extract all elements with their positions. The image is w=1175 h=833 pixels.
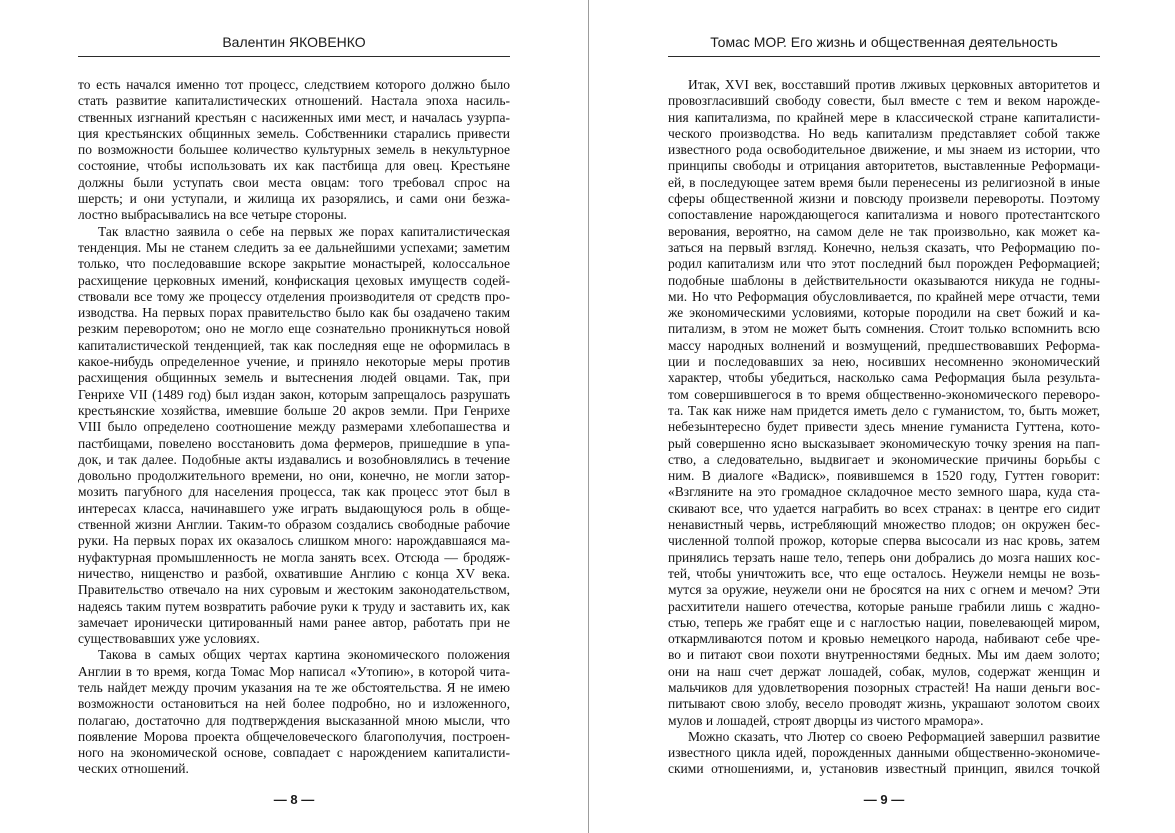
- text-line: то есть начался именно тот процесс, следствием которого должно было: [78, 77, 510, 92]
- text-line: они на наш счет держат лошадей, собак, мулов, содержат женщин и: [668, 663, 1100, 679]
- text-line: Итак, XVI век, восставший против лживых церковных авторитетов и: [688, 77, 1100, 92]
- paragraph: [78, 224, 510, 648]
- text-line: появление Морова проекта общечеловеческого благополучия, построен-: [78, 728, 510, 744]
- text-line: стать развитие капиталистических отношений. Настала эпоха насиль-: [78, 93, 510, 109]
- right-page: [589, 0, 1175, 833]
- text-line: небезынтересно будет привести здесь мнение гуманиста Гуттена, кото-: [668, 419, 1100, 435]
- text-line: принялись терзать наше тело, теперь они добрались до мозга наших кос-: [668, 549, 1100, 565]
- paragraph: [78, 77, 510, 224]
- text-line: родил капитализм или что этот последний был порожден Реформацией;: [668, 256, 1100, 272]
- text-line: ция крестьянских общинных земель. Собственники старались привести: [78, 125, 510, 141]
- running-header: [78, 32, 510, 57]
- text-line: подобные шаблоны в действительности оказываются никуда не годны-: [668, 272, 1100, 288]
- paragraph: [668, 729, 1100, 778]
- text-line: шерсть; и они уступали, и жилища их разорялись, и сами они безжа-: [78, 191, 510, 207]
- text-line: интересах класса, начинавшего уже играть выдающуюся роль в обще-: [78, 500, 510, 516]
- paragraph: [78, 647, 510, 777]
- text-line: Такова в самых общих чертах картина экономического положения: [98, 647, 510, 663]
- text-line: ции и последовавших за нею, носивших несомненно экономический: [668, 354, 1100, 370]
- text-line: ним. В диалоге «Вадиск», появившемся в 1520 году, Гуттен говорит:: [668, 468, 1100, 484]
- running-header: [668, 32, 1100, 57]
- text-line: VIII было определено соотношение между размерами хлебопашества и: [78, 419, 510, 435]
- text-line: известного цикла идей, порожденных данными общественно-экономиче-: [668, 745, 1100, 761]
- text-line: ческих отношений.: [78, 761, 189, 777]
- text-line: ственных изгнаний крестьян с насиженных ими мест, и началась узурпа-: [78, 109, 510, 125]
- text-line: док, и так далее. Подобные акты издавались и возобновлялись в течение: [78, 451, 510, 467]
- text-line: состояние, чтобы использовать их как пастбища для овец. Крестьяне: [78, 158, 510, 174]
- text-line: ственной жизни Англии. Таким-то образом создались свободные рабочие: [78, 517, 510, 533]
- header-title: Валентин ЯКОВЕНКО: [222, 34, 366, 50]
- text-line: принципы свободы и отрицания авторитетов, выставленные Реформаци-: [668, 158, 1100, 174]
- text-line: питывают свою злобу, весело проводят жизнь, украшают золотом своих: [668, 696, 1100, 712]
- text-line: том совершившегося в то время общественно-экономического переворо-: [668, 386, 1100, 402]
- text-line: расхищение церковных имений, конфискация цеховых имуществ содей-: [78, 272, 510, 288]
- text-line: нуфактурная промышленность не могла занять всех. Отсюда — бродяж-: [78, 549, 510, 565]
- text-line: должны были уступать свои места овцам: того требовал спрос на: [78, 174, 510, 190]
- text-line: численной толпой прожор, которые сперва высосали из нас кровь, затем: [668, 533, 1100, 549]
- text-line: тель найдет между прочим указания на те же обстоятельства. Я не имею: [78, 679, 510, 695]
- text-line: ствовали все тому же процессу отделения производителя от средств про-: [78, 288, 510, 304]
- text-line: Так властно заявила о себе на первых же порах капиталистическая: [98, 223, 510, 239]
- text-line: Можно сказать, что Лютер со своею Реформацией завершил развитие: [688, 728, 1100, 744]
- text-line: существовавших уже условиях.: [78, 631, 260, 647]
- text-line: питализм, в этом не может быть сомнения. Стоит только вспомнить всю: [668, 321, 1100, 337]
- text-line: расхитители нашего отечества, которые раньше грабили лишь с жадно-: [668, 598, 1100, 614]
- text-line: мозить пагубного для населения процесса, так как процесс этот был в: [78, 484, 510, 500]
- text-line: скими отношениями, и, установив известный принцип, явился точкой: [668, 761, 1100, 777]
- text-line: скивают все, что удается награбить во всех странах: в центре его сидит: [668, 500, 1100, 516]
- text-line: ство, а следовательно, выдвигает и экономические причины борьбы с: [668, 451, 1100, 467]
- text-line: пастбищами, повелено восстановить дома фермеров, пришедшие в упа-: [78, 435, 510, 451]
- text-line: мулов и лошадей, строят дворцы из чистого мрамора».: [668, 712, 984, 728]
- text-line: известного рода освободительное движение, и мы знаем из истории, что: [668, 142, 1100, 158]
- text-line: Правительство отвечало на них суровым и жестоким законодательством,: [78, 582, 510, 598]
- text-line: сопоставление нарождающегося капитализма и нового протестантского: [668, 207, 1100, 223]
- text-line: массу народных волнений и возмущений, предшествовавших Реформа-: [668, 337, 1100, 353]
- text-line: ми. Но что Реформация обусловливается, по крайней мере отчасти, теми: [668, 288, 1100, 304]
- text-line: сферы общественной жизни и повсюду произвели перевороты. Поэтому: [668, 191, 1100, 207]
- text-line: заться на первый взгляд. Конечно, нельзя сказать, что Реформацию по-: [668, 239, 1100, 255]
- page-body: [78, 77, 510, 778]
- text-line: же экономическими условиями, которые породили на свет божий и ка-: [668, 305, 1100, 321]
- text-line: ного на экономической основе, совпадает с нарождением капиталисти-: [78, 745, 510, 761]
- page-number: — 9 —: [863, 792, 905, 807]
- text-line: замечает иронически цитированный нами ранее автор, работать при не: [78, 614, 510, 630]
- text-line: по возможности большее количество культурных земель в некультурное: [78, 142, 510, 158]
- page-body: [668, 77, 1100, 778]
- text-line: провозгласивший свободу совести, был вместе с тем и веком нарожде-: [668, 93, 1100, 109]
- text-line: изводства. На первых порах правительство было как бы озадачено таким: [78, 305, 510, 321]
- text-line: тей, чтобы уничтожить все, что еще осталось. Неужели немцы не возь-: [668, 565, 1100, 581]
- text-line: «Взгляните на это громадное складочное место земного шара, куда ста-: [668, 484, 1100, 500]
- text-line: ческого производства. Но ведь капитализм представляет собой также: [668, 125, 1100, 141]
- text-line: руки. На первых порах их оказалось слишком много: нарождавшаяся ма-: [78, 533, 510, 549]
- text-line: рый совершенно ясно высказывает экономическую точку зрения на пап-: [668, 435, 1100, 451]
- text-line: верования, вероятно, на самом деле не так произвольно, как может ка-: [668, 223, 1100, 239]
- text-line: ничество, нищенство и разбой, охватившие Англию с конца XV века.: [78, 565, 510, 581]
- text-line: довольно продолжительного времени, но они, конечно, не могли затор-: [78, 468, 510, 484]
- text-line: тенденция. Мы не станем следить за ее дальнейшими успехами; заметим: [78, 239, 510, 255]
- text-line: ненавистный червь, истребляющий множество плодов; он окружен бес-: [668, 517, 1100, 533]
- text-line: во и питают свои похоти внутренностями бедных. Мы им даем золото;: [668, 647, 1100, 663]
- text-line: ей, в последующее затем время были перенесены из религиозной в иные: [668, 174, 1100, 190]
- text-line: мутся за оружие, неужели они не бросятся на них с огнем и мечом? Эти: [668, 582, 1100, 598]
- text-line: возможности остановиться на ней более подробно, но и изложенного,: [78, 696, 510, 712]
- text-line: Генрихе VII (1489 год) был издан закон, которым запрещалось разрушать: [78, 386, 510, 402]
- text-line: капиталистической тенденцией, так как последняя еще не оформилась в: [78, 337, 510, 353]
- text-line: какое-нибудь определенное учение, и приняло некоторые меры против: [78, 354, 510, 370]
- text-line: расхищения общинных земель и вытеснения людей овцами. Так, при: [78, 370, 510, 386]
- text-line: та. Так как ниже нам придется иметь дело с гуманистом, то, быть может,: [668, 402, 1100, 418]
- text-line: надеясь таким путем возвратить рабочие руки к труду и заставить их, как: [78, 598, 510, 614]
- text-line: резким переворотом; оно не могло еще сознательно проникнуться новой: [78, 321, 510, 337]
- page-number: — 8 —: [273, 792, 315, 807]
- text-line: полагаю, достаточно для подтверждения высказанной мною мысли, что: [78, 712, 510, 728]
- text-line: откармливаются потом и кровью немецкого народа, набивают себе чре-: [668, 631, 1100, 647]
- text-line: характер, чтобы убедиться, насколько сама Реформация была результа-: [668, 370, 1100, 386]
- text-line: Англии в то время, когда Томас Мор написал «Утопию», в которой чита-: [78, 663, 510, 679]
- text-line: стью, теперь же грабят еще и с наглостью нации, повелевающей миром,: [668, 614, 1100, 630]
- text-line: ния капитализма, по крайней мере в классической стране капиталисти-: [668, 109, 1100, 125]
- text-line: только, что последовавшие вскоре закрытие монастырей, колоссальное: [78, 256, 510, 272]
- paragraph: [668, 77, 1100, 729]
- header-title: Томас МОР. Его жизнь и общественная деятельность: [710, 34, 1058, 50]
- text-line: мальчиков для удовлетворения позорных страстей! На наши деньги вос-: [668, 679, 1100, 695]
- text-line: крестьянские хозяйства, имевшие больше 20 акров земли. При Генрихе: [78, 402, 510, 418]
- text-line: лостно выбрасывались на все четыре стороны.: [78, 207, 347, 223]
